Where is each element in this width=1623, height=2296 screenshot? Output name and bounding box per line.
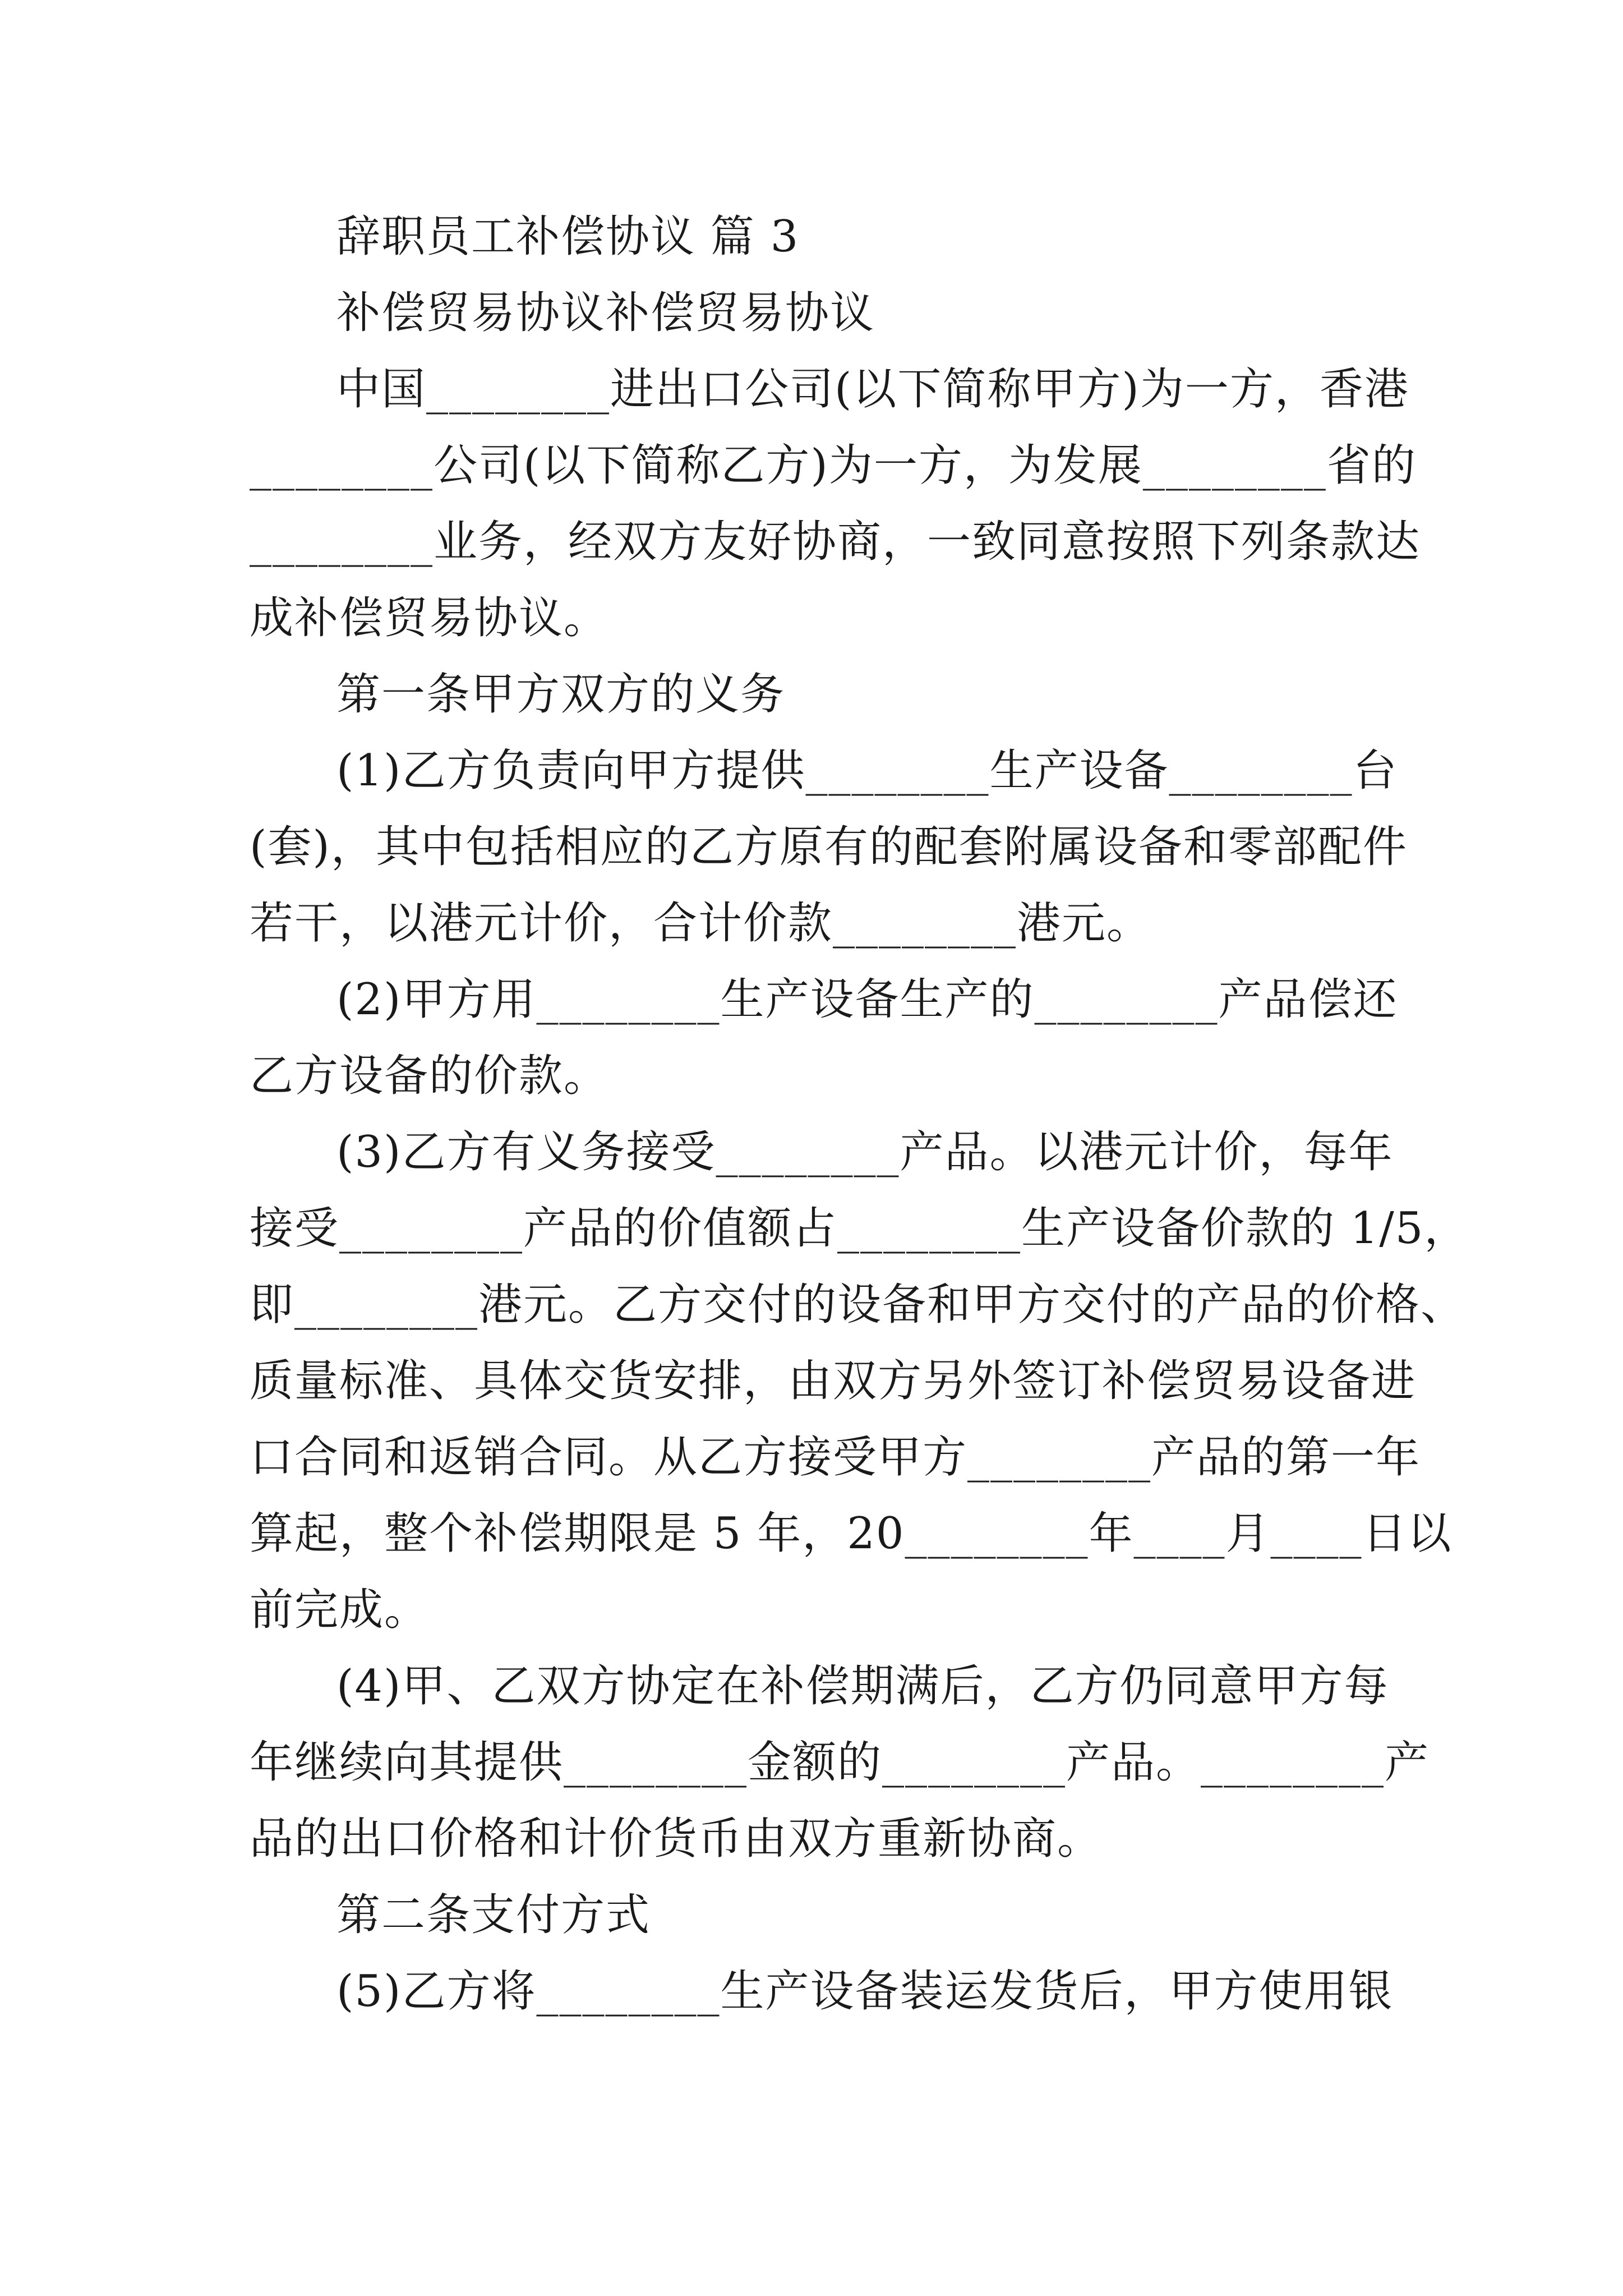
paragraph-line: 接受________产品的价值额占________生产设备价款的 1/5， [250, 1203, 1469, 1254]
paragraph-line: 成补偿贸易协议。 [250, 593, 609, 643]
paragraph-line: 若干，以港元计价，合计价款________港元。 [250, 898, 1152, 949]
paragraph-line: ________业务，经双方友好协商，一致同意按照下列条款达 [250, 517, 1421, 567]
paragraph-line: 算起，整个补偿期限是 5 年，20________年____月____日以 [250, 1508, 1453, 1559]
article-heading: 第二条支付方式 [336, 1890, 651, 1940]
paragraph-line: 中国________进出口公司(以下简称甲方)为一方，香港 [336, 364, 1409, 415]
paragraph-line: (3)乙方有义务接受________产品。以港元计价，每年 [336, 1127, 1394, 1177]
section-heading: 辞职员工补偿协议 篇 3 [336, 211, 800, 262]
paragraph-line: (2)甲方用________生产设备生产的________产品偿还 [336, 974, 1398, 1025]
paragraph-line: 即________港元。乙方交付的设备和甲方交付的产品的价格、 [250, 1280, 1466, 1330]
paragraph-line: 质量标准、具体交货安排，由双方另外签订补偿贸易设备进 [250, 1356, 1417, 1406]
paragraph-line: ________公司(以下简称乙方)为一方，为发展________省的 [250, 440, 1417, 491]
paragraph-line: 品的出口价格和计价货币由双方重新协商。 [250, 1814, 1103, 1864]
paragraph-line: (套)，其中包括相应的乙方原有的配套附属设备和零部配件 [250, 822, 1408, 872]
paragraph-line: 前完成。 [250, 1585, 430, 1635]
paragraph-line: 口合同和返销合同。从乙方接受甲方________产品的第一年 [250, 1432, 1421, 1483]
paragraph-line: (5)乙方将________生产设备装运发货后，甲方使用银 [336, 1966, 1394, 2017]
agreement-title: 补偿贸易协议补偿贸易协议 [336, 288, 875, 338]
paragraph-line: (4)甲、乙双方协定在补偿期满后，乙方仍同意甲方每 [336, 1661, 1389, 1711]
paragraph-line: 年继续向其提供________金额的________产品。________产 [250, 1737, 1430, 1788]
paragraph-line: 乙方设备的价款。 [250, 1051, 609, 1101]
article-heading: 第一条甲方双方的义务 [336, 669, 786, 720]
paragraph-line: (1)乙方负责向甲方提供________生产设备________台 [336, 746, 1398, 796]
